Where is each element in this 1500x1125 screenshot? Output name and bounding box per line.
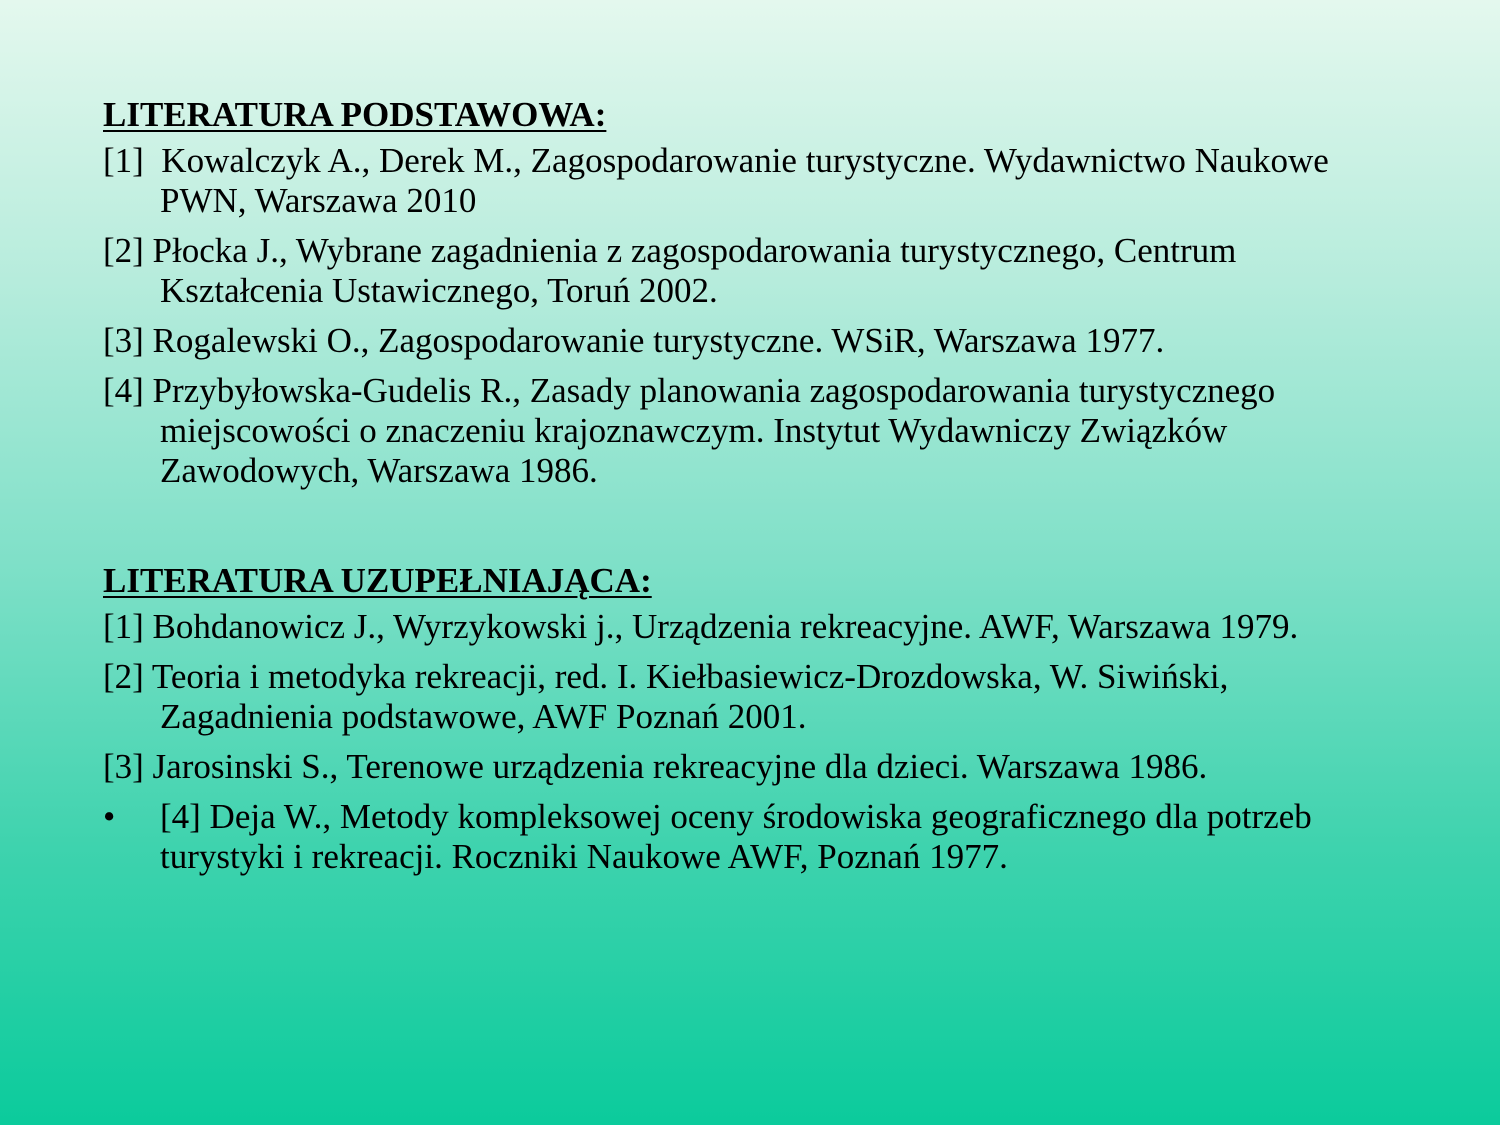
section-heading-basic-literature: LITERATURA PODSTAWOWA:	[103, 95, 607, 134]
basic-literature-entry-2: [2] Płocka J., Wybrane zagadnienia z zagospodarowania turystycznego, Centrum Kształcenia Ustawicznego, Toruń 2002.	[103, 231, 1246, 310]
basic-literature-entry-3: [3] Rogalewski O., Zagospodarowanie turystyczne. WSiR, Warszawa 1977.	[103, 321, 1165, 360]
section-heading-supplementary-literature: LITERATURA UZUPEŁNIAJĄCA:	[103, 561, 652, 600]
basic-literature-entry-4: [4] Przybyłowska-Gudelis R., Zasady planowania zagospodarowania turystycznego miejscowości o znaczeniu krajoznawczym. Instytut Wydawniczy Związków Zawodowych, Warszawa 1986.	[103, 371, 1284, 490]
supplementary-literature-entry-4-text: [4] Deja W., Metody kompleksowej oceny środowiska geograficznego dla potrzeb turystyki i rekreacji. Roczniki Naukowe AWF, Poznań 1977.	[160, 797, 1312, 876]
supplementary-literature-entry-1: [1] Bohdanowicz J., Wyrzykowski j., Urządzenia rekreacyjne. AWF, Warszawa 1979.	[103, 607, 1299, 646]
supplementary-literature-entry-3: [3] Jarosinski S., Terenowe urządzenia rekreacyjne dla dzieci. Warszawa 1986.	[103, 747, 1208, 786]
supplementary-literature-entry-4	[103, 797, 1403, 877]
bibliography-content	[103, 95, 1403, 887]
basic-literature-entry-1: [1] Kowalczyk A., Derek M., Zagospodarowanie turystyczne. Wydawnictwo Naukowe PWN, Warszawa 2010	[103, 141, 1338, 220]
supplementary-literature-entry-2: [2] Teoria i metodyka rekreacji, red. I. Kiełbasiewicz-Drozdowska, W. Siwiński, Zagadnienia podstawowe, AWF Poznań 2001.	[103, 657, 1238, 736]
bullet-icon: •	[103, 797, 116, 836]
